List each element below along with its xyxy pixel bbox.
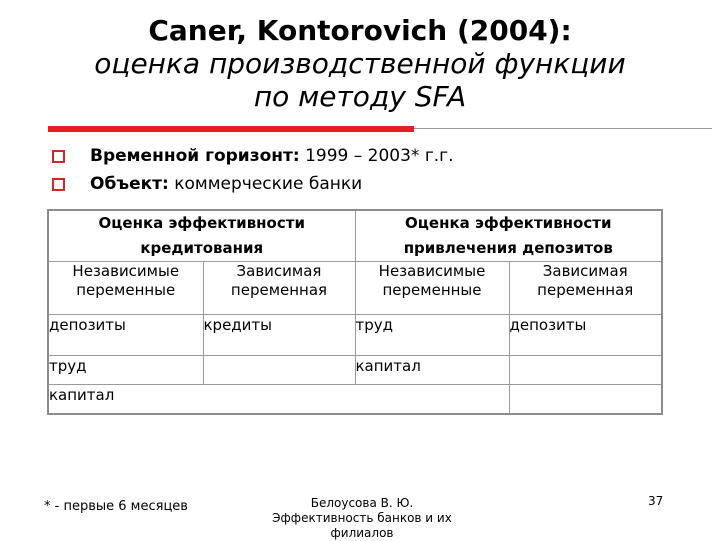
table-group-header-row (48, 210, 662, 262)
sub-header: Независимые переменные (48, 262, 203, 315)
square-bullet-icon (52, 150, 65, 163)
table-cell (203, 356, 355, 385)
square-bullet-icon (52, 178, 65, 191)
table-row (48, 356, 662, 385)
table-sub-header-row (48, 262, 662, 315)
bullet-value: 1999 – 2003* г.г. (305, 146, 454, 166)
sub-header: Зависимая переменная (203, 262, 355, 315)
table-cell: кредиты (203, 315, 355, 356)
variables-table (47, 209, 663, 415)
bullet-value: коммерческие банки (174, 174, 363, 194)
author-line: Белоусова В. Ю. (310, 496, 414, 510)
table-cell: капитал (48, 385, 509, 415)
table-row (48, 385, 662, 415)
slide-title (0, 14, 720, 113)
title-line-3: по методу SFA (253, 80, 467, 113)
sub-header: Зависимая переменная (509, 262, 662, 315)
author-credit (262, 496, 462, 541)
bullet-label: Объект: (90, 174, 169, 194)
table-cell (509, 356, 662, 385)
sub-header: Независимые переменные (355, 262, 509, 315)
bullet-label: Временной горизонт: (90, 146, 300, 166)
table-row (48, 315, 662, 356)
author-line: Эффективность банков и их (272, 511, 452, 525)
footnote: * - первые 6 месяцев (44, 499, 188, 514)
title-line-1: Caner, Kontorovich (2004): (148, 14, 572, 47)
group-header-lending: Оценка эффективности кредитования (48, 210, 355, 262)
table-cell (509, 385, 662, 415)
table-cell: труд (355, 315, 509, 356)
table-cell: депозиты (48, 315, 203, 356)
page-number: 37 (648, 494, 664, 508)
table-cell: капитал (355, 356, 509, 385)
title-underline-red (48, 126, 414, 132)
table-cell: депозиты (509, 315, 662, 356)
table-cell: труд (48, 356, 203, 385)
group-header-deposits: Оценка эффективности привлечения депозитов (355, 210, 662, 262)
title-line-2: оценка производственной функции (94, 47, 626, 80)
title-underline-gray (414, 128, 712, 129)
author-line: филиалов (330, 526, 394, 540)
